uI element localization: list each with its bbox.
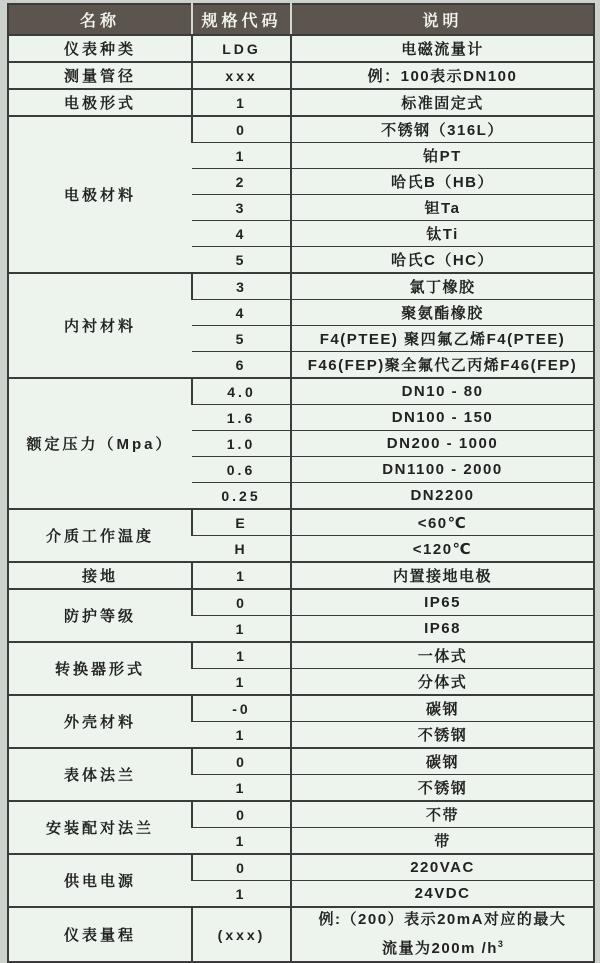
spec-group bbox=[8, 35, 594, 62]
code-cell: 1 bbox=[192, 881, 291, 908]
desc-cell: F46(FEP)聚全氟代乙丙烯F46(FEP) bbox=[291, 352, 594, 379]
code-cell: 1 bbox=[192, 562, 291, 589]
table-row bbox=[8, 589, 594, 616]
spec-name-cell: 转换器形式 bbox=[8, 642, 192, 695]
desc-cell: 碳钢 bbox=[291, 748, 594, 775]
spec-name-cell: 仪表种类 bbox=[8, 35, 192, 62]
code-cell: E bbox=[192, 509, 291, 536]
desc-cell: 24VDC bbox=[291, 881, 594, 908]
spec-name-cell: 接地 bbox=[8, 562, 192, 589]
table-row bbox=[8, 695, 594, 722]
code-cell: xxx bbox=[192, 62, 291, 89]
spec-group bbox=[8, 907, 594, 962]
code-cell: 0 bbox=[192, 801, 291, 828]
code-cell: 1 bbox=[192, 143, 291, 169]
code-cell: 0.25 bbox=[192, 483, 291, 510]
table-row bbox=[8, 62, 594, 89]
desc-cell: 标准固定式 bbox=[291, 89, 594, 116]
desc-cell: DN10 - 80 bbox=[291, 378, 594, 405]
code-cell: 1 bbox=[192, 616, 291, 643]
code-cell: 5 bbox=[192, 326, 291, 352]
desc-cell: 不锈钢（316L） bbox=[291, 116, 594, 143]
spec-name-cell: 介质工作温度 bbox=[8, 509, 192, 562]
header-row bbox=[8, 4, 594, 35]
table-row bbox=[8, 116, 594, 143]
code-cell: 0 bbox=[192, 116, 291, 143]
desc-line-2: 流量为200m $/h^3$ bbox=[382, 939, 503, 957]
spec-group bbox=[8, 273, 594, 378]
code-cell: 5 bbox=[192, 247, 291, 274]
spec-name-cell: 额定压力（Mpa） bbox=[8, 378, 192, 509]
table-header bbox=[8, 4, 594, 35]
spec-name-cell: 电极形式 bbox=[8, 89, 192, 116]
spec-group bbox=[8, 748, 594, 801]
col-header-name: 名称 bbox=[8, 4, 192, 35]
desc-cell: 碳钢 bbox=[291, 695, 594, 722]
table-row bbox=[8, 35, 594, 62]
code-cell: LDG bbox=[192, 35, 291, 62]
spec-group bbox=[8, 695, 594, 748]
desc-cell: <120℃ bbox=[291, 536, 594, 563]
code-cell: 0 bbox=[192, 589, 291, 616]
table-row bbox=[8, 748, 594, 775]
code-cell: 0 bbox=[192, 748, 291, 775]
spec-table bbox=[7, 3, 595, 963]
desc-line-1: 例:（200）表示20mA对应的最大 bbox=[318, 911, 567, 928]
col-header-code: 规格代码 bbox=[192, 4, 291, 35]
desc-cell: 钽Ta bbox=[291, 195, 594, 221]
desc-cell: IP65 bbox=[291, 589, 594, 616]
table-row bbox=[8, 801, 594, 828]
desc-cell: 例：100表示DN100 bbox=[291, 62, 594, 89]
code-cell: 0.6 bbox=[192, 457, 291, 483]
spec-name-cell: 仪表量程 bbox=[8, 907, 192, 962]
desc-cell: 分体式 bbox=[291, 669, 594, 696]
desc-cell: 聚氨酯橡胶 bbox=[291, 300, 594, 326]
desc-cell: 氯丁橡胶 bbox=[291, 273, 594, 300]
desc-cell: 钛Ti bbox=[291, 221, 594, 247]
col-header-desc: 说明 bbox=[291, 4, 594, 35]
spec-name-cell: 测量管径 bbox=[8, 62, 192, 89]
desc-cell: DN2200 bbox=[291, 483, 594, 510]
desc-cell: 带 bbox=[291, 828, 594, 855]
desc-cell: 内置接地电极 bbox=[291, 562, 594, 589]
spec-name-cell: 内衬材料 bbox=[8, 273, 192, 378]
desc-cell: 哈氏B（HB） bbox=[291, 169, 594, 195]
table-row bbox=[8, 509, 594, 536]
code-cell: 1 bbox=[192, 775, 291, 802]
table-row bbox=[8, 854, 594, 881]
spec-group bbox=[8, 589, 594, 642]
desc-cell: DN1100 - 2000 bbox=[291, 457, 594, 483]
spec-group bbox=[8, 562, 594, 589]
code-cell: 1.6 bbox=[192, 405, 291, 431]
desc-cell: 不锈钢 bbox=[291, 775, 594, 802]
spec-name-cell: 表体法兰 bbox=[8, 748, 192, 801]
spec-group bbox=[8, 801, 594, 854]
desc-cell: DN100 - 150 bbox=[291, 405, 594, 431]
desc-cell: 铂PT bbox=[291, 143, 594, 169]
code-cell: -0 bbox=[192, 695, 291, 722]
code-cell: 4 bbox=[192, 300, 291, 326]
code-cell: 3 bbox=[192, 195, 291, 221]
code-cell: H bbox=[192, 536, 291, 563]
spec-group bbox=[8, 642, 594, 695]
desc-cell: 哈氏C（HC） bbox=[291, 247, 594, 274]
spec-name-cell: 外壳材料 bbox=[8, 695, 192, 748]
desc-cell: F4(PTEE) 聚四氟乙烯F4(PTEE) bbox=[291, 326, 594, 352]
code-cell: 4 bbox=[192, 221, 291, 247]
code-cell: 2 bbox=[192, 169, 291, 195]
code-cell: 4.0 bbox=[192, 378, 291, 405]
spec-group bbox=[8, 854, 594, 907]
code-cell: 1 bbox=[192, 669, 291, 696]
code-cell: 1 bbox=[192, 828, 291, 855]
spec-group bbox=[8, 62, 594, 89]
table-row bbox=[8, 562, 594, 589]
desc-cell: DN200 - 1000 bbox=[291, 431, 594, 457]
desc-cell: 不锈钢 bbox=[291, 722, 594, 749]
code-cell: 0 bbox=[192, 854, 291, 881]
desc-cell bbox=[291, 907, 594, 962]
spec-group bbox=[8, 116, 594, 273]
code-cell: 6 bbox=[192, 352, 291, 379]
code-cell: 1.0 bbox=[192, 431, 291, 457]
spec-name-cell: 供电电源 bbox=[8, 854, 192, 907]
table-row bbox=[8, 273, 594, 300]
table-row bbox=[8, 642, 594, 669]
code-cell: 1 bbox=[192, 642, 291, 669]
spec-name-cell: 电极材料 bbox=[8, 116, 192, 273]
code-cell: 3 bbox=[192, 273, 291, 300]
spec-group bbox=[8, 509, 594, 562]
desc-cell: IP68 bbox=[291, 616, 594, 643]
desc-cell: 220VAC bbox=[291, 854, 594, 881]
table-row bbox=[8, 89, 594, 116]
spec-group bbox=[8, 89, 594, 116]
desc-cell: 一体式 bbox=[291, 642, 594, 669]
spec-group bbox=[8, 378, 594, 509]
code-cell: 1 bbox=[192, 89, 291, 116]
spec-name-cell: 防护等级 bbox=[8, 589, 192, 642]
desc-cell: 不带 bbox=[291, 801, 594, 828]
code-cell: 1 bbox=[192, 722, 291, 749]
code-cell: (xxx) bbox=[192, 907, 291, 962]
table-row bbox=[8, 907, 594, 962]
table-row bbox=[8, 378, 594, 405]
desc-cell: 电磁流量计 bbox=[291, 35, 594, 62]
superscript: 3 bbox=[497, 939, 503, 949]
spec-name-cell: 安装配对法兰 bbox=[8, 801, 192, 854]
desc-cell: <60℃ bbox=[291, 509, 594, 536]
